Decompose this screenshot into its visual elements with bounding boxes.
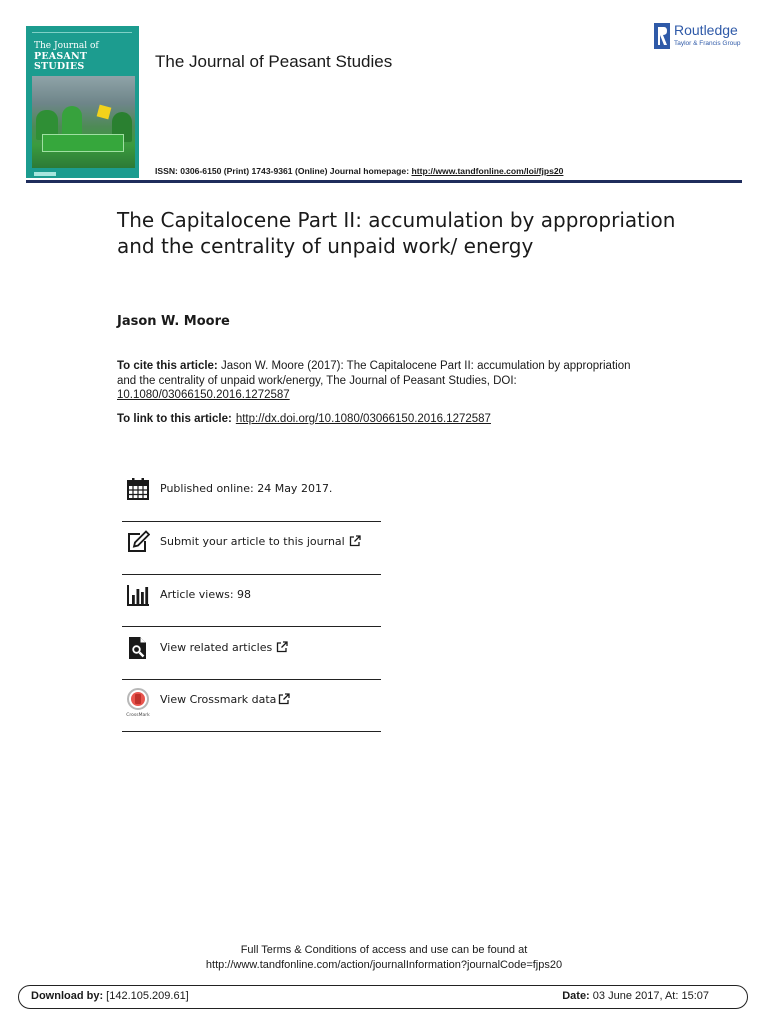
submit-article-label: Submit your article to this journal xyxy=(160,535,345,548)
submit-article-text xyxy=(160,535,361,548)
divider xyxy=(122,679,381,680)
download-label: Download by: xyxy=(31,990,104,1002)
date-label: Date: xyxy=(562,990,590,1002)
cite-label: To cite this article: xyxy=(117,360,218,372)
cite-text: Jason W. Moore (2017): The Capitalocene Part II: accumulation by appropriation and the centrality of unpaid work/energy, The Journal of Peasant Studies, DOI: xyxy=(117,360,631,387)
terms-url-link[interactable]: http://www.tandfonline.com/action/journalInformation?journalCode=fjps20 xyxy=(205,958,563,971)
bar-chart-icon xyxy=(126,583,150,607)
cover-title xyxy=(34,42,134,73)
download-ip: [142.105.209.61] xyxy=(103,990,189,1002)
article-views-item xyxy=(122,583,381,623)
cover-title-line2: PEASANT STUDIES xyxy=(34,50,88,73)
crossmark-label: View Crossmark data xyxy=(160,693,277,706)
citation-block xyxy=(117,359,637,403)
cover-title-line1: The Journal of xyxy=(34,41,99,51)
cover-header-strip xyxy=(32,28,132,33)
published-online-text: Published online: 24 May 2017. xyxy=(160,482,333,495)
related-articles-link[interactable] xyxy=(122,636,381,676)
terms-line: Full Terms & Conditions of access and use can be found at xyxy=(240,944,528,956)
submit-article-link[interactable] xyxy=(122,530,381,570)
divider xyxy=(122,731,381,732)
article-doi-link[interactable]: http://dx.doi.org/10.1080/03066150.2016.1272587 xyxy=(235,413,491,425)
related-articles-label: View related articles xyxy=(160,641,273,654)
external-link-icon xyxy=(276,641,288,653)
crossmark-link[interactable] xyxy=(122,688,381,728)
publisher-name: Routledge xyxy=(674,22,738,38)
published-online-item xyxy=(122,477,381,517)
publisher-logo xyxy=(652,20,752,52)
crossmark-icon xyxy=(126,688,150,718)
article-author: Jason W. Moore xyxy=(117,314,230,329)
issn-text: ISSN: 0306-6150 (Print) 1743-9361 (Online) Journal homepage: xyxy=(155,166,412,176)
external-link-icon xyxy=(278,693,290,705)
calendar-icon xyxy=(126,477,150,501)
document-search-icon xyxy=(126,636,150,660)
crossmark-caption: CrossMark xyxy=(126,713,150,718)
journal-cover-image xyxy=(26,26,139,178)
cover-sign xyxy=(97,105,112,120)
link-label: To link to this article: xyxy=(117,413,232,425)
routledge-mark-icon xyxy=(654,23,670,49)
article-title: The Capitalocene Part II: accumulation by appropriation and the centrality of unpaid work/ energy xyxy=(117,208,676,258)
cover-photo xyxy=(32,76,135,168)
issn-line xyxy=(155,166,563,176)
external-link-icon xyxy=(349,535,361,547)
divider xyxy=(122,521,381,522)
terms-block xyxy=(0,943,768,972)
header-rule xyxy=(26,180,742,183)
cover-publisher-logo xyxy=(34,172,56,176)
related-articles-text xyxy=(160,641,288,654)
cover-banner xyxy=(42,134,124,152)
crossmark-text xyxy=(160,693,290,706)
journal-name: The Journal of Peasant Studies xyxy=(155,52,393,71)
article-views-text: Article views: 98 xyxy=(160,588,252,601)
date-value: 03 June 2017, At: 15:07 xyxy=(589,990,709,1002)
journal-homepage-link[interactable]: http://www.tandfonline.com/loi/fjps20 xyxy=(411,166,564,176)
article-link-line xyxy=(117,413,491,425)
divider xyxy=(122,574,381,575)
publisher-group: Taylor & Francis Group xyxy=(674,40,741,47)
divider xyxy=(122,626,381,627)
download-info-bar xyxy=(18,985,748,1009)
cite-doi-link[interactable]: 10.1080/03066150.2016.1272587 xyxy=(117,389,290,401)
download-by xyxy=(31,990,189,1002)
download-date xyxy=(562,990,709,1002)
edit-icon xyxy=(126,530,150,554)
